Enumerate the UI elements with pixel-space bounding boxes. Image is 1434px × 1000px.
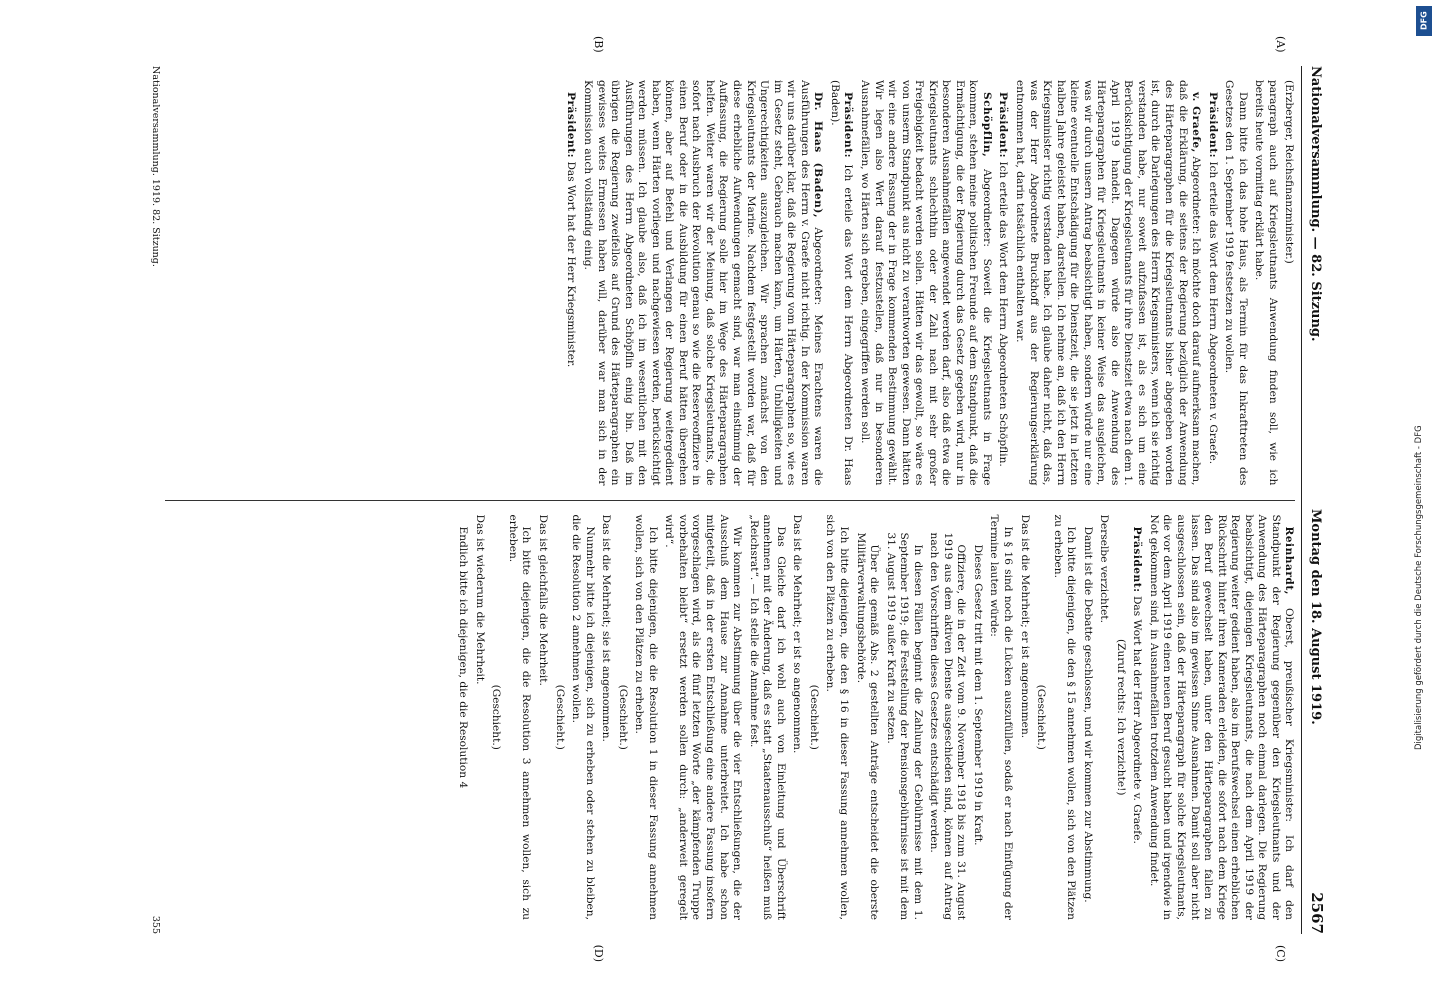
- scanned-page: [82, 30, 1352, 970]
- paragraph: Das ist gleichfalls die Mehrheit.: [537, 514, 550, 686]
- page-header: [1301, 66, 1326, 934]
- paragraph: Das ist die Mehrheit; sie ist angenommen.: [600, 514, 613, 742]
- text-columns: [165, 36, 1296, 962]
- interjection: (Geschieht.): [490, 684, 503, 750]
- margin-marker-b: (B): [592, 36, 606, 53]
- speaker-name: Präsident:: [565, 92, 578, 159]
- footer-sheet-number: 355: [150, 915, 162, 934]
- paragraph: Das ist die Mehrheit; er ist so angenommen.: [791, 514, 804, 754]
- speaker-name: Schöpflin,: [980, 92, 993, 158]
- paragraph: Nunmehr bitte ich diejenigen, sich zu erheben oder stehen zu bleiben, die die Resolution 2 annehmen wollen.: [570, 514, 596, 920]
- right-column: [165, 501, 1296, 962]
- speaker-name: Präsident:: [997, 92, 1010, 159]
- paragraph: Abgeordneter: Soweit die Kriegsleutnants in Frage kommen, stehen meine politischen Freunde auf dem Standpunkt, daß die Ermächtigung, die der Regierung durch das Gesetz gegeben wird, nur in besonderen Ausnahmefällen angewendet werden darf, also daß etwa die Kriegsleutnants schlechthin oder der Zahl nach mit sehr großer Freigebigkeit bedacht werden sollen. Hätten wir das gewollt, so wäre es von unserm Standpunkt aus nicht zu verantworten gewesen. Dann hätten wir eine andere Fassung der in Frage kommenden Bestimmung gewählt. Wir legen also Wert darauf festzustellen, daß nur in besonderen Ausnahmefällen, wo Härten sich ergeben, eingegriffen werden soll.: [858, 80, 993, 486]
- left-column: [165, 36, 1296, 501]
- paragraph: Das ist wiederum die Mehrheit.: [473, 514, 486, 685]
- paragraph: Abgeordneter: Meines Erachtens waren die Ausführungen des Herrn v. Graefe nicht richtig. In der Kommission waren wir uns darüber klar, daß die Regierung vom Härteparagraphen so, wie es im Gesetz steht, Gebrauch machen kann, um Härten, Unbilligkeiten und Ungerechtigkeiten auszugleichen. Wir sprachen zunächst von den Kriegsleutnants der Marine. Nachdem festgestellt worden war, daß für diese erhebliche Aufwendungen gemacht sind, war man einstimmig der Auffassung, die Regierung solle hier im Wege des Härteparagraphen helfen. Weiter waren wir der Meinung, daß solche Kriegsleutnants, die sofort nach Ausbruch der Revolution genau so wie die Reserveoffiziere in einen Beruf oder in die Ausbildung für einen Beruf hätten übergehen können, aber auf Befehl und Verlangen der Regierung weitergedient haben, wenn Härten vorliegen und nachgewiesen werden, berücksichtigt werden müssen. Ich glaube also, daß ich im wesentlichen mit den Ausführungen des Herrn Abgeordneten Schöpflin einig bin. Daß im übrigen die Regierung zweifellos auf Grund des Härteparagraphen ein gewisses weites Ermessen haben will, darüber war man sich in der Kommission auch vollständig einig.: [582, 80, 825, 486]
- paragraph: Derselbe verzichtet.: [1098, 514, 1111, 624]
- interjection: (Geschieht.): [1035, 684, 1048, 750]
- paragraph: Das Gleiche darf ich wohl auch von Einleitung und Überschrift annehmen mit der Änderung, daß es statt „Staatenausschuß“ heißen muß „Reichsrat“. — Ich stelle die Annahme fest.: [747, 514, 787, 920]
- page-footer: [149, 66, 161, 934]
- dfg-logo: DFG: [1416, 6, 1432, 36]
- paragraph: Ich bitte diejenigen, die die Resolution 3 annehmen wollen, sich zu erheben.: [506, 514, 533, 920]
- interjection: (Geschieht.): [807, 684, 820, 750]
- paragraph: Ich erteile das Wort dem Herrn Abgeordneten Schöpflin.: [997, 161, 1010, 467]
- quoted-paragraph: Offiziere, die in der Zeit vom 9. November 1918 bis zum 31. August 1919 aus dem aktiven Dienste ausgeschieden sind, können auf Antrag nach den Vorschriften dieses Gesetzes entschädigt werden.: [928, 532, 968, 920]
- digitization-note: Digitalisierung gefördert durch die Deutsche Forschungsgemeinschaft - DFG: [1414, 425, 1424, 750]
- paragraph: Dann bitte ich das hohe Haus, als Termin für das Inkrafttreten des Gesetzes den 1. September 1919 festsetzen zu wollen.: [1223, 80, 1249, 486]
- paragraph: Ich bitte diejenigen, die die Resolution 1 in dieser Fassung annehmen wollen, sich von den Plätzen zu erheben.: [633, 514, 659, 920]
- speaker-name: v. Graefe,: [1190, 92, 1203, 153]
- paragraph: Ich erteile das Wort dem Herrn Abgeordneten v. Graefe.: [1206, 161, 1219, 465]
- paragraph: paragraph auch auf Kriegsleutnants Anwendung finden soll, wie ich bereits heute vormittag erklärt habe.: [1253, 80, 1279, 486]
- paragraph: Wir kommen zur Abstimmung über die vier Entschließungen, die der Ausschuß dem Hause zur Annahme unterbreitet. Ich habe schon mitgeteilt, daß in der ersten Entschließung eine andere Fassung insofern vorgeschlagen wird, als die fünf letzten Worte „der kämpfenden Truppe vorbehalten bleibt“ ersetzt werden sollen durch: „anderweit geregelt wird“.: [663, 514, 744, 920]
- page-number: 2567: [1308, 892, 1326, 934]
- paragraph: Ich bitte diejenigen, die den § 15 annehmen wollen, sich von den Plätzen zu erheben.: [1051, 514, 1078, 920]
- speaker-note: (Erzberger, Reichsfinanzminister.): [1283, 80, 1296, 264]
- header-date: Montag den 18. August 1919.: [1308, 509, 1323, 725]
- speaker-name: Reinhardt,: [1283, 526, 1296, 595]
- paragraph: Ich erteile das Wort dem Herrn Abgeordneten Dr. Haas (Baden).: [828, 80, 855, 486]
- paragraph: Damit ist die Debatte geschlossen, und wir kommen zur Abstimmung.: [1081, 526, 1094, 903]
- paragraph: Das Wort hat der Herr Kriegsminister.: [565, 161, 578, 368]
- paragraph: Oberst, preußischer Kriegsminister: Ich darf den Standpunkt der Regierung gegenüber den Kriegsleutnants und der Anwendung des Härteparagraphen noch einmal darlegen. Die Regierung beabsichtigt, diejenigen Kriegsleutnants, die nach dem April 1919 der Regierung weiter gedient haben, also im Berufswechsel einen erheblichen Rückschritt hinter ihren Kameraden erleiden, die sofort nach dem Kriege den Beruf gewechselt haben, unter den Härteparagraphen fallen zu lassen. Das sind also im gewissen Sinne Ausnahmen. Damit soll aber nicht ausgeschlossen sein, daß der Härteparagraph für solche Kriegsleutnants, die vor dem April 1919 einen neuen Beruf gesucht haben und irgendwie in Not gekommen sind, in Ausnahmefällen trotzdem Anwendung findet.: [1147, 514, 1296, 921]
- footer-left: Nationalversammlung. 1919. 82. Sitzung.: [150, 66, 162, 267]
- interjection: (Zuruf rechts: Ich verzichte!): [1114, 639, 1127, 796]
- margin-marker-c: (C): [1274, 945, 1288, 962]
- margin-marker-d: (D): [592, 944, 606, 962]
- paragraph: In § 16 sind noch die Lücken auszufüllen, sodaß er nach Einfügung der Termine lauten würde:: [988, 514, 1014, 920]
- quoted-paragraph: Über die gemäß Abs. 2 gestellten Anträge entscheidet die oberste Militärverwaltungsbehörde.: [854, 532, 881, 920]
- speaker-name: Präsident:: [1206, 92, 1219, 159]
- quoted-paragraph: In diesen Fällen beginnt die Zahlung der Gebührnisse mit dem 1. September 1919; die Feststellung der Pensionsgebührnisse ist mit dem 31. August 1919 außer Kraft zu setzen.: [884, 532, 924, 920]
- paragraph: Das ist die Mehrheit; er ist angenommen.: [1018, 514, 1031, 739]
- interjection: (Geschieht.): [616, 684, 629, 750]
- paragraph: Ich bitte diejenigen, die den § 16 in dieser Fassung annehmen wollen, sich von den Plätzen zu erheben.: [824, 514, 850, 920]
- paragraph: Abgeordneter: Ich möchte doch darauf aufmerksam machen, daß die Erklärung, die seitens der Regierung bezüglich der Anwendung des Härteparagraphen für die Kriegsleutnants bisher abgegeben worden ist, durch die Darlegungen des Herrn Kriegsministers, wenn ich sie richtig verstanden habe, nur soweit aufzufassen ist, als es sich um eine Berücksichtigung der Kriegsleutnants für ihre Dienstzeit etwa nach dem 1. April 1919 handelt. Dagegen würde also die Anwendung des Härteparagraphen für Kriegsleutnants in keiner Weise das ausgleichen, was wir durch unsern Antrag beabsichtigt haben, sondern würde nur eine kleine eventuelle Entschädigung für die Dienstzeit, die sie jetzt in letzten halben Jahre geleistet haben, darstellen. Ich nehme an, daß ich den Herrn Kriegsminister richtig verstanden habe. Ich glaube daher nicht, daß das, was der Herr Abgeordnete Bruckhoff aus der Regierungserklärung entnommen hat, darin tatsächlich enthalten war.: [1013, 80, 1203, 486]
- speaker-name: Dr. Haas (Baden),: [812, 92, 825, 219]
- quoted-paragraph: Dieses Gesetz tritt mit dem 1. September 1919 in Kraft.: [971, 544, 984, 846]
- margin-marker-a: (A): [1274, 36, 1288, 53]
- header-left: Nationalversammlung. — 82. Sitzung.: [1308, 66, 1323, 342]
- interjection: (Geschieht.): [553, 684, 566, 750]
- speaker-name: Präsident:: [1131, 526, 1144, 593]
- paragraph: Endlich bitte ich diejenigen, die die Resolution 4: [457, 526, 470, 789]
- paragraph: Das Wort hat der Herr Abgeordnete v. Graefe.: [1131, 595, 1144, 844]
- speaker-name: Präsident:: [842, 92, 855, 159]
